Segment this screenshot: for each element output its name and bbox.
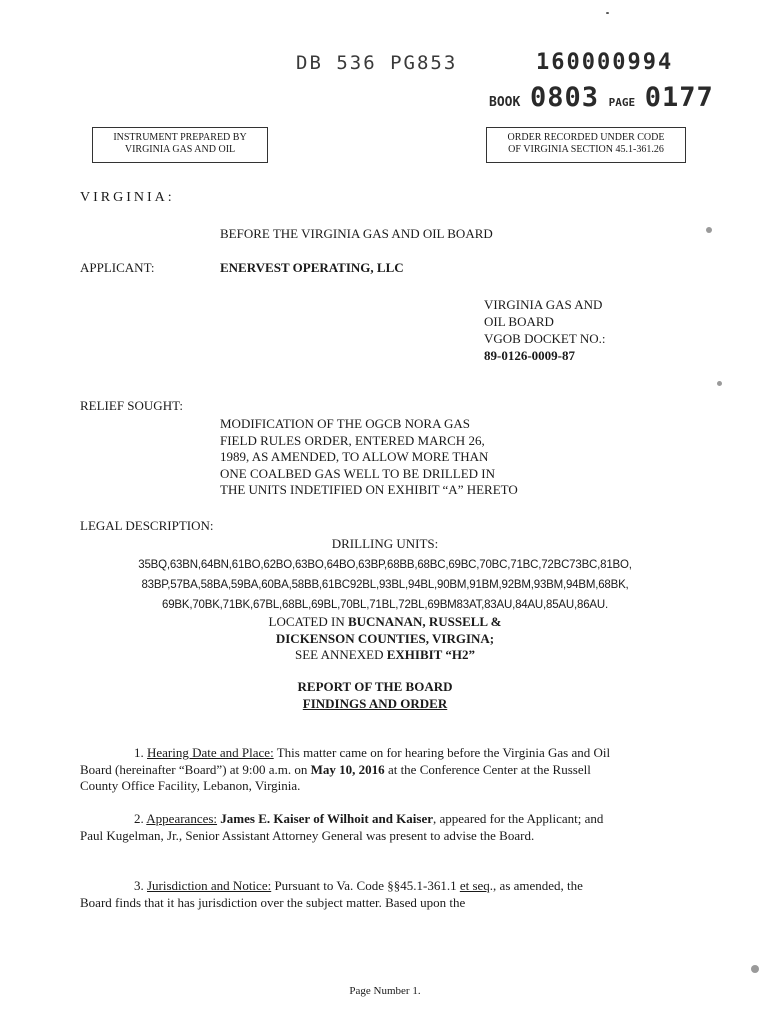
relief-line-2: FIELD RULES ORDER, ENTERED MARCH 26,: [220, 432, 485, 448]
p2-text: , appeared for the Applicant; and Paul Kugelman, Jr., Senior Assistant Attorney General was present to advise the Board.: [80, 811, 604, 843]
board-line-1: VIRGINIA GAS AND: [484, 297, 603, 312]
location-block: [0, 614, 770, 664]
relief-line-3: 1989, AS AMENDED, TO ALLOW MORE THAN: [220, 449, 489, 464]
units-line-2: 83BP,57BA,58BA,59BA,60BA,58BB,61BC92BL,93BL,94BL,90BM,91BM,92BM,93BM,94BM,68BK,: [141, 579, 629, 591]
board-line-2: OIL BOARD: [484, 314, 554, 329]
et-seq: et seq: [459, 878, 490, 893]
instrument-prepared-box: [92, 127, 268, 163]
located-prefix: LOCATED IN: [268, 614, 348, 629]
report-heading: [0, 678, 750, 712]
p1-text-a: This matter came on for hearing before the Virginia Gas and Oil Board (hereinafter “Board”) at 9:00 a.m. on: [80, 745, 611, 777]
p1-heading: Hearing Date and Place:: [147, 745, 274, 760]
scan-speck: [706, 227, 712, 233]
page-label: PAGE: [608, 96, 636, 109]
annexed-prefix: SEE ANNEXED: [295, 647, 387, 662]
left-box-line-1: INSTRUMENT PREPARED BY: [113, 132, 247, 143]
board-docket-block: [484, 296, 605, 364]
paragraph-jurisdiction: [80, 878, 610, 911]
p1-text-b: at the Conference Center at the Russell County Office Facility, Lebanon, Virginia.: [80, 761, 591, 793]
page-footer: Page Number 1.: [349, 985, 421, 997]
located-counties: BUCNANAN, RUSSELL &: [347, 614, 502, 629]
p3-text-a: Pursuant to Va. Code §§45.1-361.1: [271, 878, 460, 893]
located-line-1: [0, 614, 770, 631]
relief-line-1: MODIFICATION OF THE OGCB NORA GAS: [220, 416, 471, 431]
applicant-attorney: James E. Kaiser of Wilhoit and Kaiser: [220, 811, 434, 826]
before-board-heading: BEFORE THE VIRGINIA GAS AND OIL BOARD: [220, 226, 493, 241]
annexed-line: [0, 647, 770, 664]
relief-description: [220, 416, 518, 499]
p3-heading: Jurisdiction and Notice:: [147, 878, 272, 893]
report-title: REPORT OF THE BOARD: [297, 679, 453, 694]
right-box-line-2: OF VIRGINIA SECTION 45.1-361.26: [508, 144, 664, 155]
drilling-units-label: DRILLING UNITS:: [331, 536, 439, 551]
scan-speck: [751, 965, 759, 973]
state-heading: VIRGINIA:: [80, 190, 175, 205]
p2-heading: Appearances:: [146, 811, 218, 826]
docket-number: 89-0126-0009-87: [484, 348, 575, 363]
scan-speck: [606, 12, 609, 14]
scan-speck: [717, 381, 722, 386]
p3-text-b: ., as amended, the Board finds that it has jurisdiction over the subject matter. Based upon the: [80, 878, 583, 910]
p2-number: 2.: [134, 811, 144, 826]
units-line-1: 35BQ,63BN,64BN,61BO,62BO,63BO,64BO,63BP,68BB,68BC,69BC,70BC,71BC,72BC73BC,81BO,: [138, 559, 632, 571]
book-number: 0803: [529, 82, 599, 113]
hearing-date: May 10, 2016: [310, 761, 385, 777]
book-label: BOOK: [489, 95, 521, 110]
board-line-3: VGOB DOCKET NO.:: [484, 331, 606, 346]
instrument-number: 160000994: [536, 50, 674, 75]
p3-number: 3.: [134, 878, 144, 893]
page-number-stamp: 0177: [644, 82, 714, 113]
paragraph-hearing: [80, 745, 620, 795]
legal-description-label: LEGAL DESCRIPTION:: [80, 518, 214, 533]
units-line-3: 69BK,70BK,71BK,67BL,68BL,69BL,70BL,71BL,72BL,69BM83AT,83AU,84AU,85AU,86AU.: [162, 599, 608, 611]
located-line-2: DICKENSON COUNTIES, VIRGINA;: [275, 630, 495, 646]
applicant-label: APPLICANT:: [80, 260, 155, 275]
right-box-line-1: ORDER RECORDED UNDER CODE: [507, 132, 665, 143]
paragraph-appearances: [80, 811, 610, 844]
order-recorded-box: [486, 127, 686, 163]
book-page-recording: [489, 82, 714, 113]
drilling-units-list: [0, 555, 770, 615]
relief-label: RELIEF SOUGHT:: [80, 398, 183, 413]
left-box-line-2: VIRGINIA GAS AND OIL: [124, 144, 236, 155]
relief-line-5: THE UNITS INDETIFIED ON EXHIBIT “A” HERETO: [220, 482, 518, 497]
relief-line-4: ONE COALBED GAS WELL TO BE DRILLED IN: [220, 465, 496, 481]
p1-number: 1.: [134, 745, 144, 760]
applicant-name: ENERVEST OPERATING, LLC: [220, 260, 404, 275]
annexed-exhibit: EXHIBIT “H2”: [386, 647, 475, 662]
report-subtitle: FINDINGS AND ORDER: [302, 696, 448, 711]
book-page-stamp: DB 536 PG853: [296, 52, 458, 74]
